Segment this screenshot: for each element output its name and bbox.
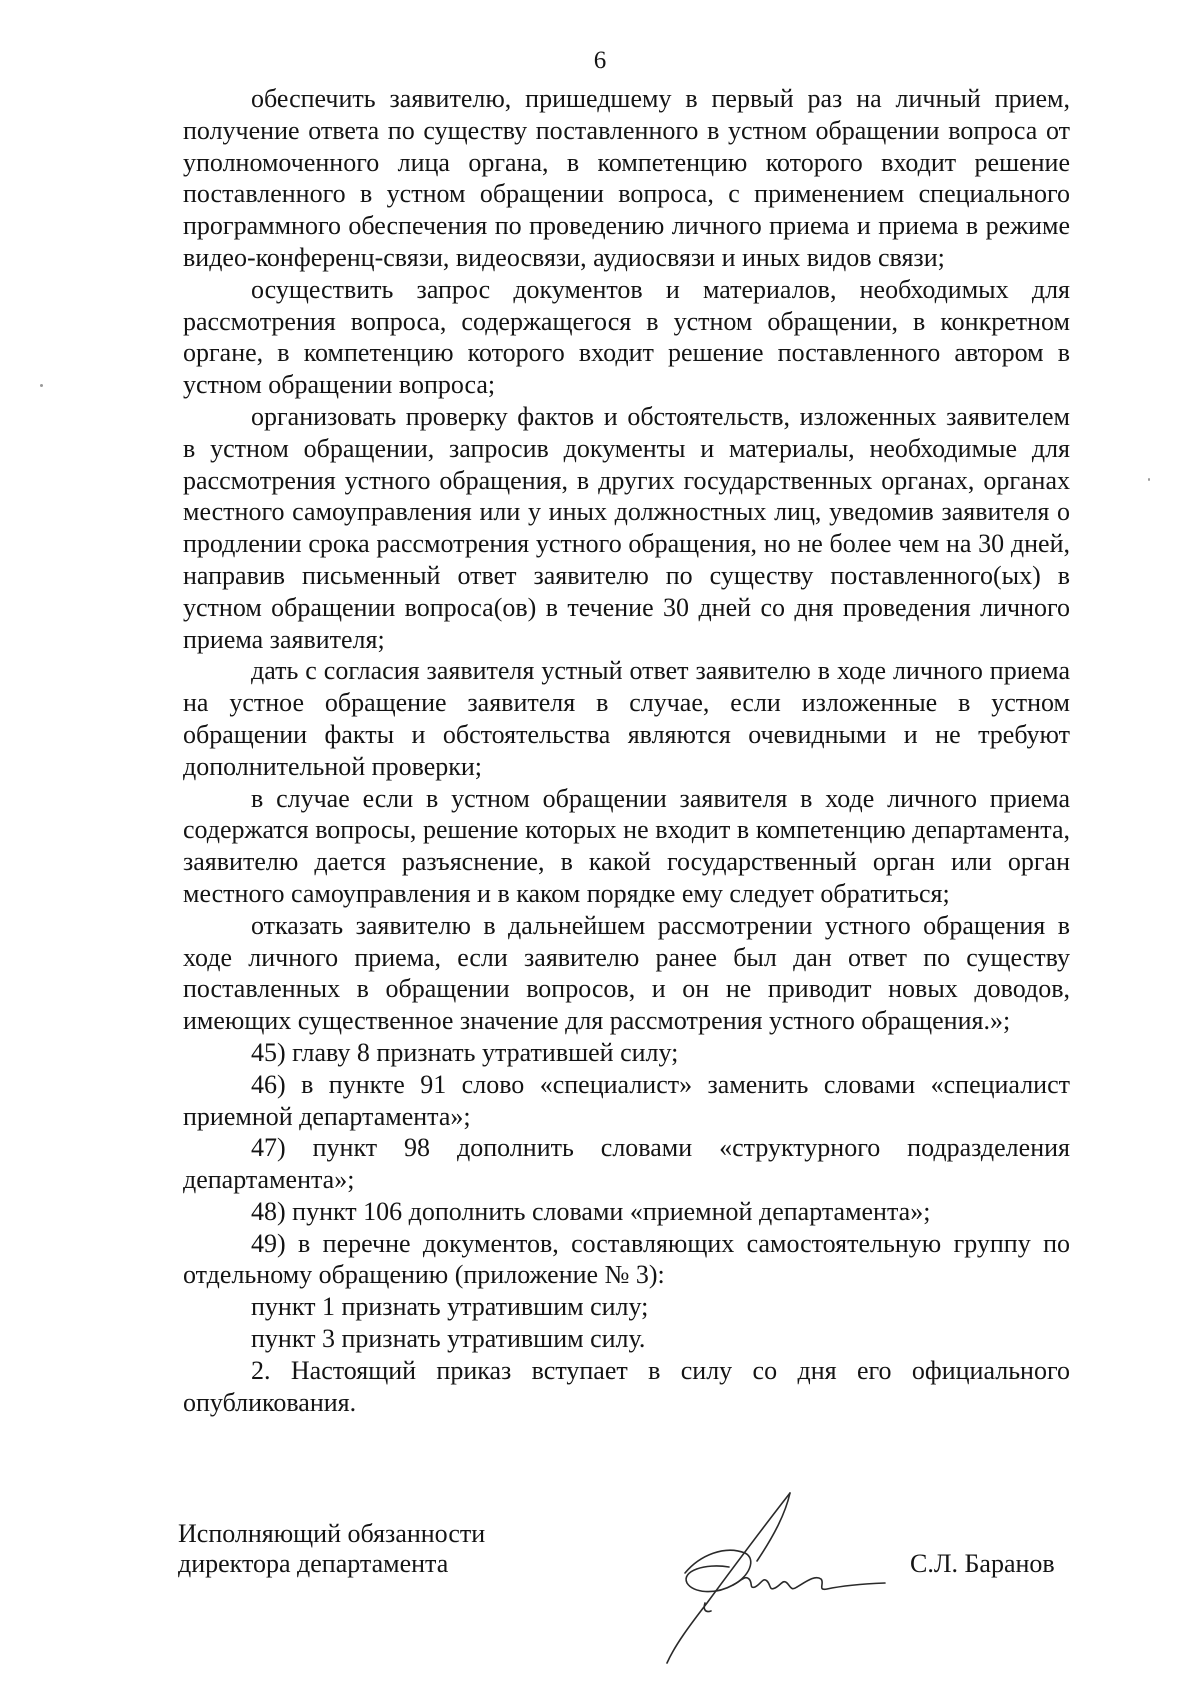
item-49: 49) в перечне документов, составляющих самостоятельную группу по отдельному обращению (приложение № 3): (183, 1228, 1070, 1290)
item-49-point-1: пункт 1 признать утратившим силу; (251, 1292, 649, 1322)
clause-2: 2. Настоящий приказ вступает в силу со дня его официального опубликования. (183, 1355, 1070, 1417)
paragraph-1: обеспечить заявителю, пришедшему в первый раз на личный прием, получение ответа по существу поставленного в устном обращении вопроса от уполномоченного лица органа, в компетенцию которого входит решение поставленного в устном обращении вопроса, с применением специального программного обеспечения по проведению личного приема и приема в режиме видео-конференц-связи, видеосвязи, аудиосвязи и иных видов связи; (183, 84, 1070, 272)
item-49-point-3: пункт 3 признать утратившим силу. (251, 1324, 646, 1354)
signatory-title-line-1: Исполняющий обязанности (178, 1519, 486, 1548)
paragraph-5: в случае если в устном обращении заявителя в ходе личного приема содержатся вопросы, решение которых не входит в компетенцию департамента, заявителю дается разъяснение, в какой государственный орган или орган местного самоуправления и в каком порядке ему следует обратиться; (183, 783, 1070, 908)
item-48: 48) пункт 106 дополнить словами «приемной департамента»; (251, 1196, 931, 1226)
document-body (183, 83, 1070, 1418)
item-47: 47) пункт 98 дополнить словами «структурного подразделения департамента»; (183, 1133, 1070, 1195)
paragraph-3: организовать проверку фактов и обстоятельств, изложенных заявителем в устном обращении, запросив документы и материалы, необходимые для рассмотрения устного обращения, в других государственных органах, органах местного самоуправления или у иных должностных лиц, уведомив заявителя о продлении срока рассмотрения устного обращения, но не более чем на 30 дней, направив письменный ответ заявителю по существу поставленного(ых) в устном обращении вопроса(ов) в течение 30 дней со дня проведения личного приема заявителя; (183, 401, 1070, 654)
signatory-title (178, 1519, 485, 1579)
item-45: 45) главу 8 признать утратившей силу; (251, 1037, 679, 1067)
paragraph-4: дать с согласия заявителя устный ответ заявителю в ходе личного приема на устное обращение заявителя в случае, если изложенные в устном обращении факты и обстоятельства являются очевидными и не требуют дополнительной проверки; (183, 656, 1070, 781)
handwritten-signature (645, 1485, 890, 1665)
page-number: 6 (593, 47, 607, 74)
signatory-title-line-2: директора департамента (178, 1549, 449, 1578)
scan-speck (40, 384, 43, 387)
paragraph-2: осуществить запрос документов и материалов, необходимых для рассмотрения вопроса, содержащегося в устном обращении, в конкретном органе, в компетенцию которого входит решение поставленного автором в устном обращении вопроса; (183, 274, 1070, 400)
paragraph-6: отказать заявителю в дальнейшем рассмотрении устного обращения в ходе личного приема, если заявителю ранее был дан ответ по существу поставленных в обращении вопросов, и он не приводит новых доводов, имеющих существенное значение для рассмотрения устного обращения.»; (183, 910, 1070, 1036)
scan-speck (1148, 478, 1150, 481)
signatory-name: С.Л. Баранов (910, 1549, 1055, 1578)
item-46: 46) в пункте 91 слово «специалист» заменить словами «специалист приемной департамента»; (183, 1069, 1070, 1131)
